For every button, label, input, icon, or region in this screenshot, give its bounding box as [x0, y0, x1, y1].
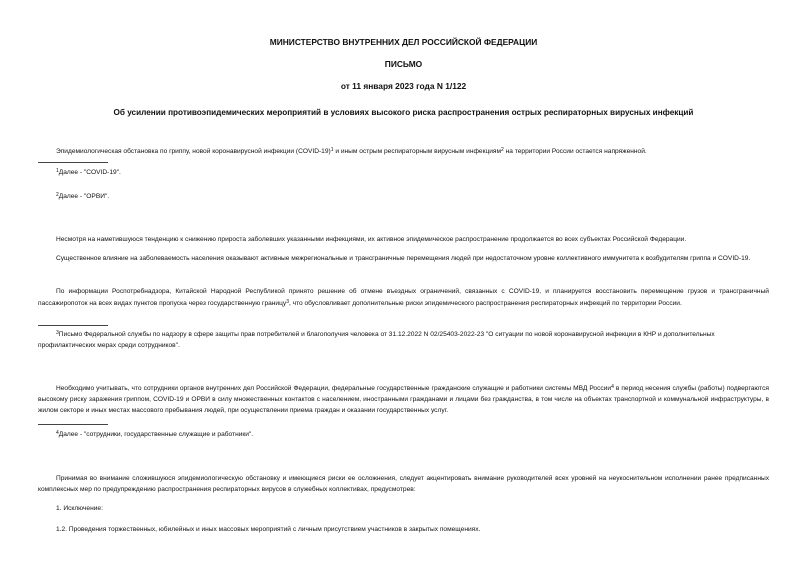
footnote-2 [56, 190, 109, 202]
footnote-ref-1[interactable]: 1 [330, 147, 334, 153]
footnote-ref-2[interactable]: 2 [501, 147, 504, 153]
paragraph-1-part-b: и иным острым респираторным вирусным инфекциям [333, 148, 502, 155]
paragraph-1 [56, 145, 736, 157]
footnote-3-number: 3 [56, 330, 59, 336]
footnote-1-number: 1 [56, 168, 59, 174]
paragraph-5 [38, 382, 769, 417]
document-type: ПИСЬМО [384, 59, 423, 69]
paragraph-1-part-c: на территории России остается напряженной. [503, 148, 647, 155]
paragraph-8: 1.2. Проведения торжественных, юбилейных и иных массовых мероприятий с личным присутствием участников в закрытых помещениях. [56, 526, 481, 533]
footnote-3-text: Письмо Федеральной службы по надзору в сфере защиты прав потребителей и благополучия человека от 31.12.2022 N 02/25403-2022-23 "О ситуации по новой коронавирусной инфекции в КНР и дополнительных профилактических мерах среди сотрудников". [38, 331, 715, 350]
paragraph-4-part-a: По информации Роспотребнадзора, Китайской Народной Республикой принято решение об отмене въездных ограничений, связанных с COVID-19, и планируется восстановить перемещение грузов и трансграничный пассажиропоток на всех видах пунктов пропуска через государственную границу [38, 288, 769, 308]
footnote-1-text: Далее - "COVID-19". [58, 169, 121, 176]
footnote-1 [56, 166, 121, 178]
document-date-number: от 11 января 2023 года N 1/122 [340, 81, 467, 91]
paragraph-1-part-a: Эпидемиологическая обстановка по гриппу, новой коронавирусной инфекции (COVID-19) [56, 148, 331, 155]
footnote-ref-4[interactable]: 4 [611, 384, 614, 390]
footnote-4 [56, 428, 253, 440]
footnote-2-text: Далее - "ОРВИ". [58, 193, 110, 200]
footnote-divider [38, 424, 108, 425]
footnote-ref-3[interactable]: 3 [286, 299, 289, 306]
paragraph-7: 1. Исключение: [56, 505, 103, 512]
paragraph-4-part-b: , что обусловливает дополнительные риски эпидемического распространения респираторных инфекций по территории России. [288, 300, 682, 308]
footnote-3 [38, 328, 769, 351]
paragraph-3: Существенное влияние на заболеваемость населения оказывают активные межрегиональные и трансграничные перемещения людей при недостаточном уровне коллективного иммунитета к возбудителям гриппа и COVID-19. [56, 255, 751, 262]
footnote-2-number: 2 [56, 192, 59, 198]
footnote-4-text: Далее - "сотрудники, государственные служащие и работники". [58, 431, 254, 438]
ministry-title: МИНИСТЕРСТВО ВНУТРЕННИХ ДЕЛ РОССИЙСКОЙ ФЕДЕРАЦИИ [269, 37, 538, 47]
paragraph-4 [38, 286, 769, 309]
document-subject: Об усилении противоэпидемических мероприятий в условиях высокого риска распространения острых респираторных вирусных инфекций [113, 108, 694, 117]
paragraph-5-part-a: Необходимо учитывать, что сотрудники органов внутренних дел Российской Федерации, федеральные государственные гражданские служащие и работники системы МВД России [56, 385, 612, 392]
paragraph-6: Принимая во внимание сложившуюся эпидемиологическую обстановку и имеющиеся риски ее осложнения, следует акцентировать внимание руководителей всех уровней на неукоснительном исполнении ранее предписанных комплексных мер по предупреждению распространения респираторных вирусов в служебных коллективах, предусмотрев: [38, 475, 769, 494]
footnote-divider [38, 325, 108, 326]
paragraph-5-part-b: в период несения службы (работы) подвергаются высокому риску заражения гриппом, COVID-19 и ОРВИ в силу множественных контактов с населением, иностранными гражданами и лицами без гражданства, в том числе на объектах транспортной и коммунальной инфраструктуры, в жилом секторе и иных местах массового пребывания людей, при осуществлении приема граждан и оказании государственных услуг. [38, 385, 769, 415]
footnote-divider [38, 162, 108, 163]
paragraph-2: Несмотря на наметившуюся тенденцию к снижению прироста заболевших указанными инфекциями, их активное эпидемическое распространение продолжается во всех субъектах Российской Федерации. [56, 236, 687, 243]
footnote-4-number: 4 [56, 430, 59, 436]
